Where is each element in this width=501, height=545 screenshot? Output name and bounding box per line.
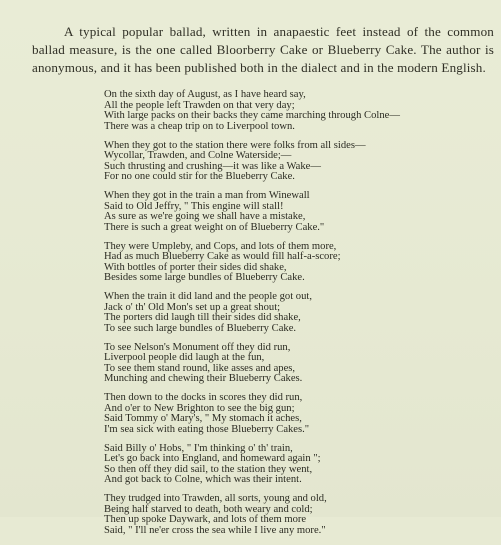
poem-line: They were Umpleby, and Cops, and lots of them more, (104, 240, 337, 252)
poem-line: When they got in the train a man from Winewall (104, 190, 310, 201)
poem-line: Munching and chewing their Blueberry Cakes. (104, 373, 303, 384)
poem-line: With bottles of porter their sides did shake, (104, 261, 287, 273)
poem-line: Said Billy o' Hobs, " I'm thinking o' th' train, (104, 442, 293, 454)
poem-line: Being half starved to death, both weary and cold; (104, 503, 313, 515)
stanza (104, 393, 496, 435)
stanza (104, 444, 496, 486)
poem-line: Such thrusting and crushing—it was like a Wake— (104, 160, 321, 172)
poem-line: Said, " I'll ne'er cross the sea while I live any more." (104, 524, 326, 536)
poem-line: There is such a great weight on of Blueberry Cake." (104, 221, 325, 233)
poem-line: Then down to the docks in scores they did run, (104, 392, 303, 403)
intro-paragraph: A typical popular ballad, written in anapaestic feet instead of the common ballad measure, is the one called Bloorberry Cake or Blueberry Cake. The author is anonymous, and it has been published both in the dialect and in the modern English. (32, 24, 494, 76)
poem-line: As sure as we're going we shall have a mistake, (104, 211, 306, 222)
poem-line: Then up spoke Daywark, and lots of them more (104, 514, 307, 525)
poem-line: And got back to Colne, which was their intent. (104, 474, 302, 485)
poem-line: All the people left Trawden on that very day; (104, 99, 295, 111)
poem-line: When the train it did land and the people got out, (104, 291, 312, 302)
poem-line: Jack o' th' Old Mon's set up a great shout; (104, 301, 281, 313)
stanza (104, 343, 496, 385)
ballad-poem (104, 90, 496, 545)
poem-line: Let's go back into England, and homeward again "; (104, 453, 321, 464)
poem-line: Said Tommy o' Mary's, " My stomach it aches, (104, 413, 302, 424)
poem-line: To see such large bundles of Blueberry Cake. (104, 322, 297, 334)
poem-line: Wycollar, Trawden, and Colne Waterside;— (104, 150, 292, 161)
poem-line: The porters did laugh till their sides did shake, (104, 312, 301, 323)
poem-line: To see Nelson's Monument off they did run, (104, 341, 291, 353)
poem-line: For no one could stir for the Blueberry Cake. (104, 171, 295, 182)
stanza (104, 292, 496, 334)
poem-line: To see them stand round, like asses and apes, (104, 362, 296, 374)
poem-line: When they got to the station there were folks from all sides— (104, 139, 366, 151)
poem-line: Liverpool people did laugh at the fun, (104, 352, 265, 363)
poem-line: And o'er to New Brighton to see the big gun; (104, 402, 295, 414)
poem-line: Had as much Blueberry Cake as would fill half-a-score; (104, 251, 341, 262)
stanza (104, 242, 496, 284)
stanza (104, 191, 496, 233)
poem-line: Said to Old Jeffry, " This engine will stall! (104, 200, 284, 212)
poem-line: I'm sea sick with eating those Blueberry Cakes." (104, 423, 310, 435)
poem-line: They trudged into Trawden, all sorts, young and old, (104, 493, 327, 504)
poem-line: Besides some large bundles of Blueberry Cake. (104, 272, 305, 283)
stanza (104, 141, 496, 183)
stanza (104, 494, 496, 536)
stanza (104, 90, 496, 132)
poem-line: There was a cheap trip on to Liverpool town. (104, 120, 295, 132)
poem-line: On the sixth day of August, as I have heard say, (104, 89, 306, 100)
poem-line: With large packs on their backs they came marching through Colne— (104, 110, 400, 121)
poem-line: So then off they did sail, to the station they went, (104, 463, 313, 475)
